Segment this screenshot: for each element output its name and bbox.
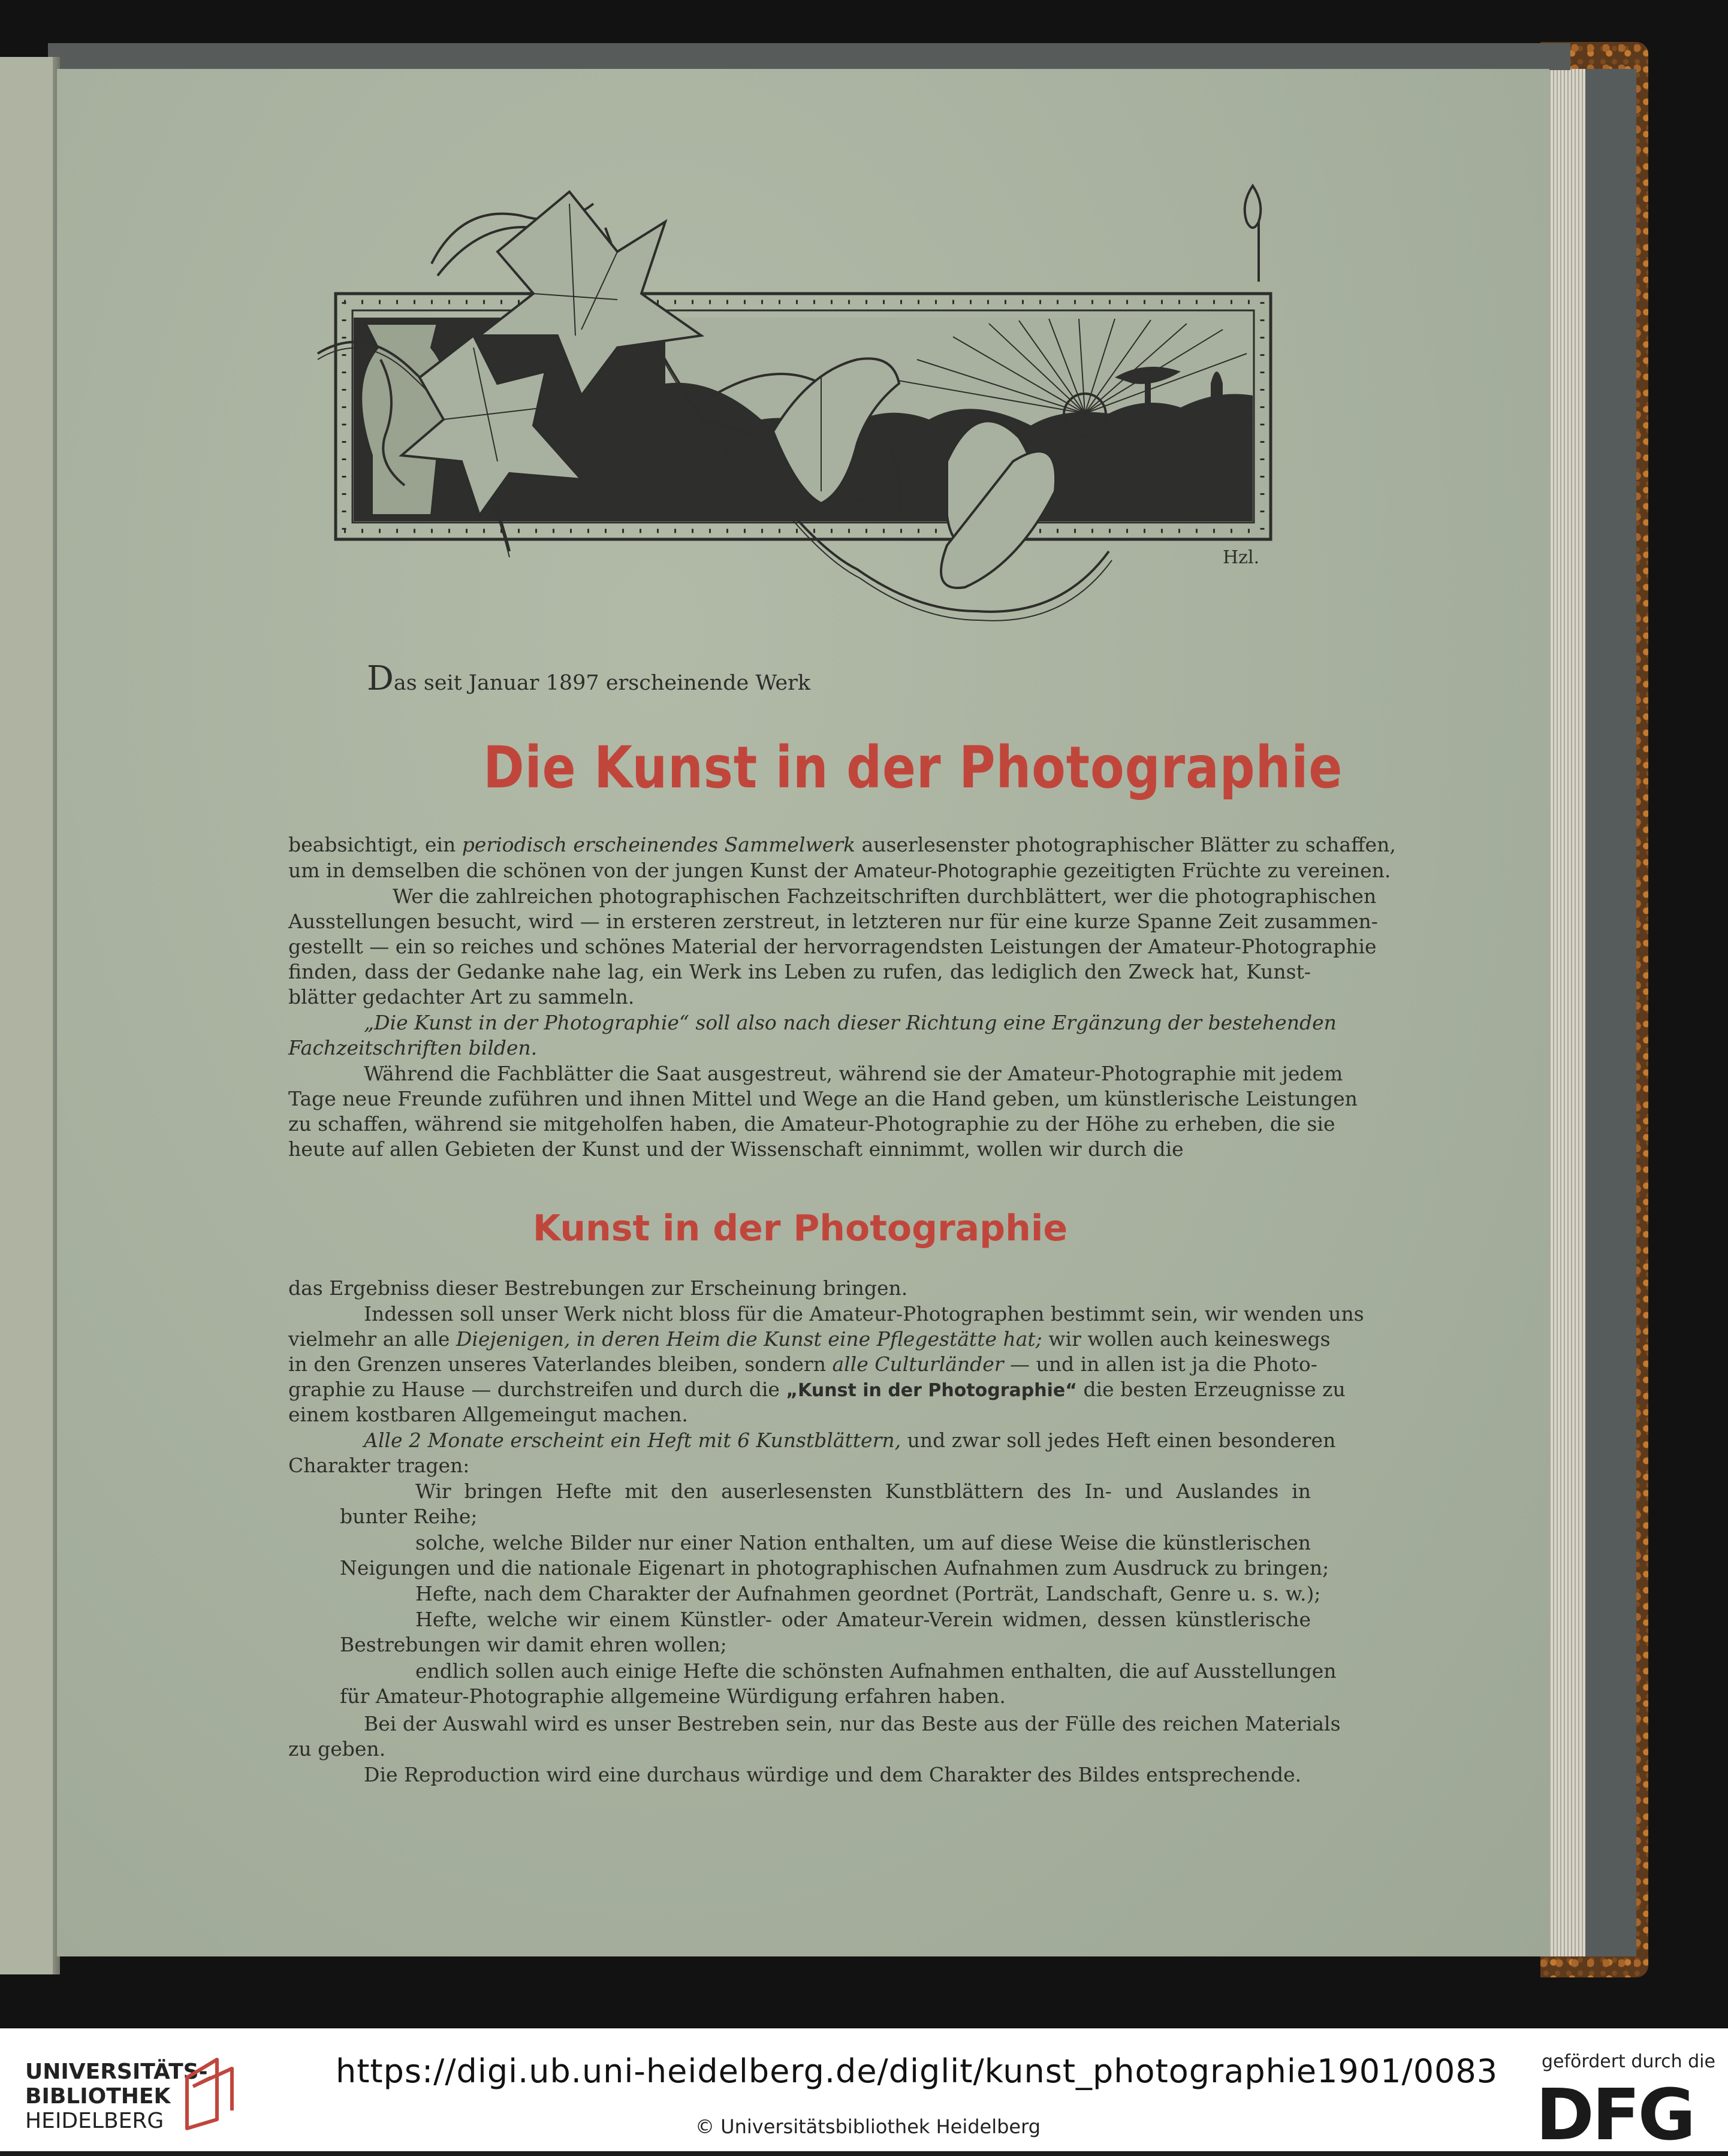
paragraph-line: Tage neue Freunde zuführen und ihnen Mittel und Wege an die Hand geben, um künstlerische Leistungen [288,1087,1358,1110]
paragraph-line: Ausstellungen besucht, wird — in ersteren zerstreut, in letzteren nur für eine kurze Spanne Zeit zusammen- [288,910,1378,933]
viewer-footer [0,2028,1728,2156]
copyright-text: © Universitätsbibliothek Heidelberg [695,2115,1041,2138]
dfg-logo[interactable]: DFG [1536,2073,1694,2156]
paragraph-line: einem kostbaren Allgemeingut machen. [288,1403,688,1426]
paragraph-line: Die Reproduction wird eine durchaus würdige und dem Charakter des Bildes entsprechende. [364,1763,1302,1786]
book-cover-top [48,43,1570,70]
list-line: bunter Reihe; [340,1505,478,1528]
intro-dropcap: D [367,659,394,698]
paragraph-line: Fachzeitschriften bilden. [288,1036,538,1059]
artist-signature: Hzl. [1223,547,1260,568]
list-line: endlich sollen auch einige Hefte die schönsten Aufnahmen enthalten, die auf Ausstellungen [415,1659,1337,1683]
list-line: solche, welche Bilder nur einer Nation enthalten, um auf diese Weise die künstlerischen [415,1531,1311,1554]
page-stack-edge [1543,69,1585,1956]
page-paper [57,69,1549,1956]
paragraph-line: blätter gedachter Art zu sammeln. [288,985,635,1008]
list-line: für Amateur-Photographie allgemeine Würdigung erfahren haben. [340,1684,1006,1708]
paragraph-line: finden, dass der Gedanke nahe lag, ein Werk ins Leben zu rufen, das lediglich den Zweck hat, Kunst- [288,960,1311,983]
paragraph-line: Wer die zahlreichen photographischen Fachzeitschriften durchblättert, wer die photographischen [393,884,1377,908]
paragraph-line: Charakter tragen: [288,1454,470,1477]
intro-text: as seit Januar 1897 erscheinende Werk [393,671,811,695]
page-title-second: Kunst in der Photographie [532,1207,1068,1249]
book-cover-corner [1582,69,1636,1956]
paragraph-line: beabsichtigt, ein periodisch erscheinendes Sammelwerk auserlesenster photographischer Blätter zu schaffen, [288,833,1396,856]
permalink-url[interactable]: https://digi.ub.uni-heidelberg.de/diglit/kunst_photographie1901/0083 [336,2052,1498,2090]
paragraph-line: graphie zu Hause — durchstreifen und durch die „Kunst in der Photographie“ die besten Erzeugnisse zu [288,1378,1346,1401]
library-logo-icon[interactable] [175,2054,241,2131]
paragraph-line: heute auf allen Gebieten der Kunst und der Wissenschaft einnimmt, wollen wir durch die [288,1137,1184,1161]
left-page-edge [0,57,60,1974]
intro-line [367,659,810,698]
list-line: Neigungen und die nationale Eigenart in photographischen Aufnahmen zum Ausdruck zu bringen; [340,1556,1329,1580]
paragraph-line: Alle 2 Monate erscheint ein Heft mit 6 Kunstblättern, und zwar soll jedes Heft einen besonderen [364,1429,1336,1452]
paragraph-line: zu geben. [288,1737,386,1761]
list-line: Hefte, welche wir einem Künstler- oder Amateur-Verein widmen, dessen künstlerische [415,1608,1311,1631]
art-nouveau-vignette [282,180,1313,647]
page-title-main: Die Kunst in der Photographie [483,734,1343,801]
paragraph-line: Indessen soll unser Werk nicht bloss für die Amateur-Photographen bestimmt sein, wir wenden uns [364,1302,1364,1325]
paragraph-line: „Die Kunst in der Photographie“ soll also nach dieser Richtung eine Ergänzung der bestehenden [364,1011,1337,1034]
list-line: Bestrebungen wir damit ehren wollen; [340,1633,727,1656]
paragraph-line: zu schaffen, während sie mitgeholfen haben, die Amateur-Photographie zu der Höhe zu erheben, die sie [288,1112,1335,1136]
paragraph-line: das Ergebniss dieser Bestrebungen zur Erscheinung bringen. [288,1276,908,1300]
paragraph-line: in den Grenzen unseres Vaterlandes bleiben, sondern alle Culturländer — und in allen ist ja die Photo- [288,1352,1317,1376]
paragraph-line: Bei der Auswahl wird es unser Bestreben sein, nur das Beste aus der Fülle des reichen Materials [364,1712,1341,1735]
paragraph-line: Während die Fachblätter die Saat ausgestreut, während sie der Amateur-Photographie mit jedem [364,1062,1343,1085]
library-name: UNIVERSITÄTS- BIBLIOTHEK HEIDELBERG [25,2060,208,2133]
funding-label: gefördert durch die [1542,2051,1715,2072]
paragraph-line: um in demselben die schönen von der jungen Kunst der Amateur-Photographie gezeitigten Früchte zu vereinen. [288,859,1391,882]
list-line: Hefte, nach dem Charakter der Aufnahmen geordnet (Porträt, Landschaft, Genre u. s. w.); [415,1582,1321,1605]
list-line: Wir bringen Hefte mit den auserlesensten Kunstblättern des In- und Auslandes in [415,1479,1311,1503]
paragraph-line: vielmehr an alle Diejenigen, in deren Heim die Kunst eine Pflegestätte hat; wir wollen auch keineswegs [288,1327,1331,1351]
paragraph-line: gestellt — ein so reiches und schönes Material der hervorragendsten Leistungen der Amateur-Photographie [288,935,1377,958]
